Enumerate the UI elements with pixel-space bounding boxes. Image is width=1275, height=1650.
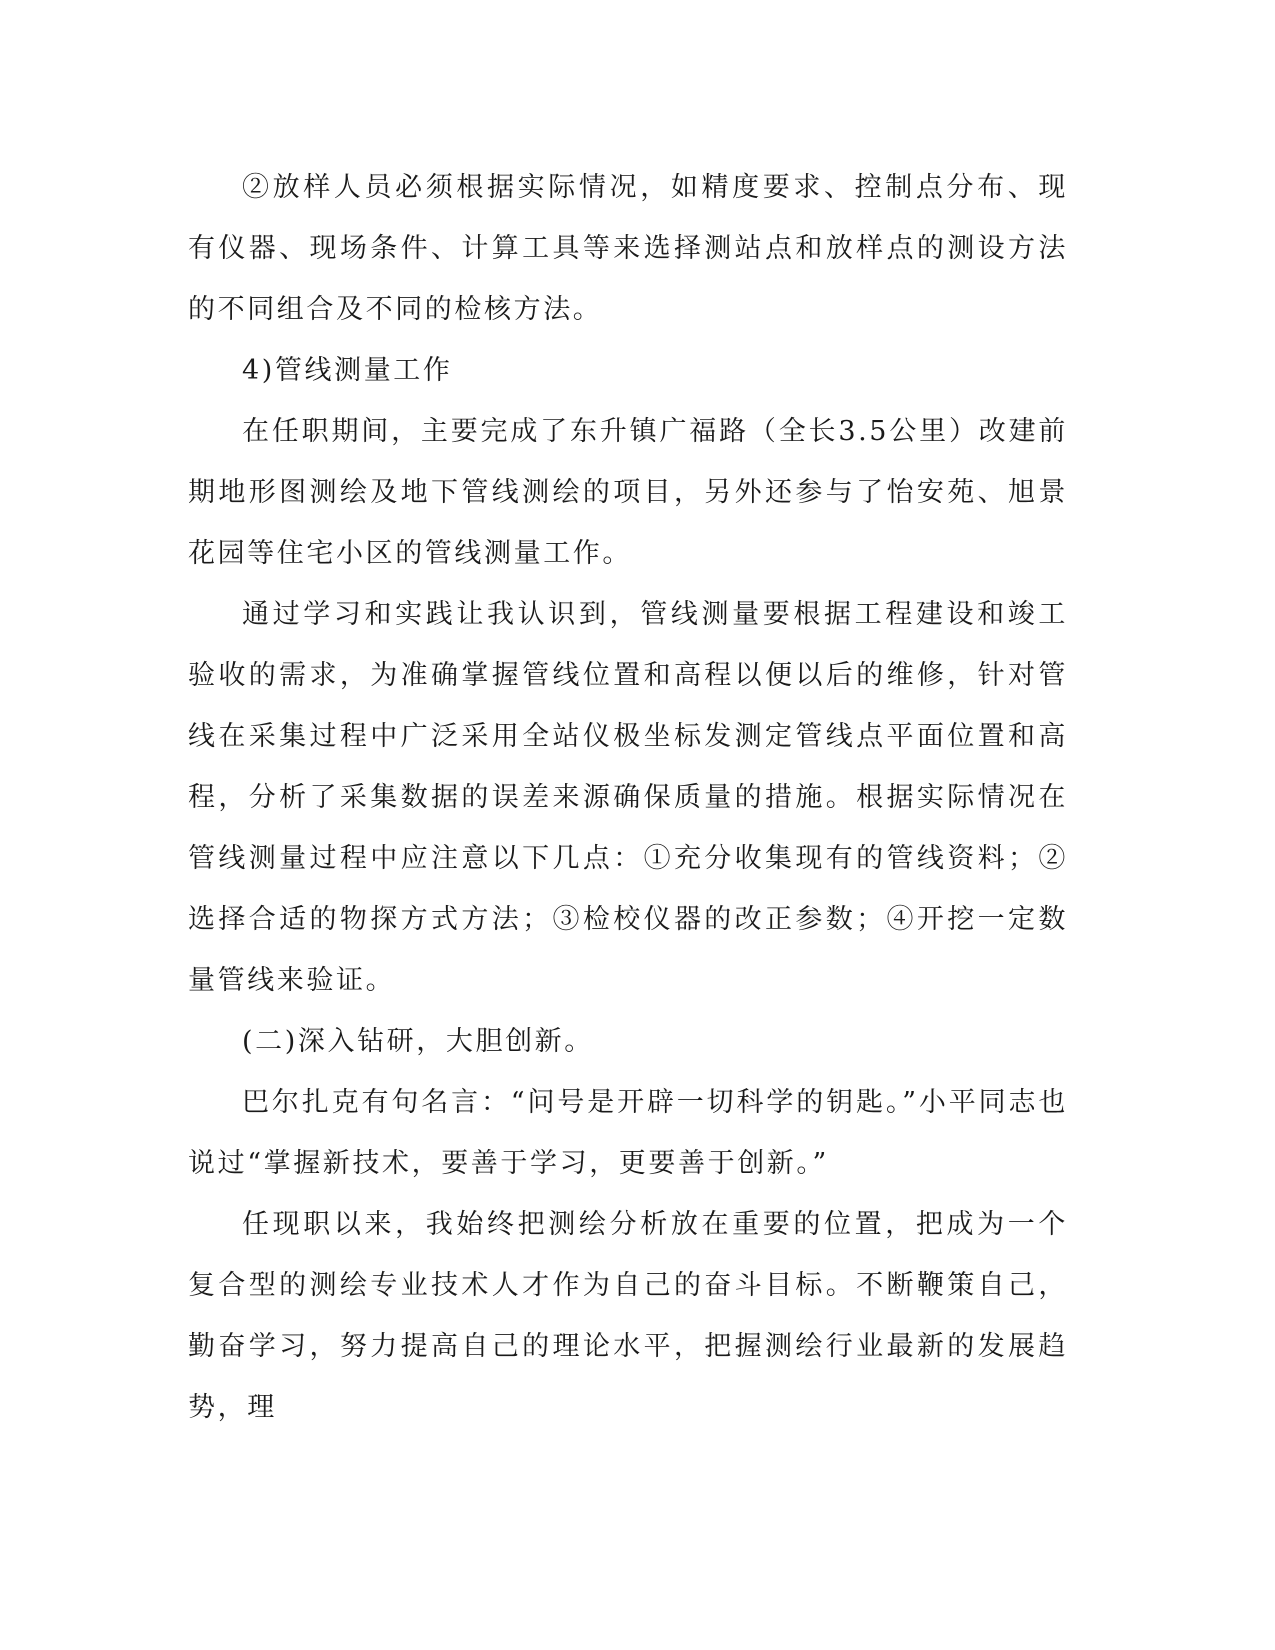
paragraph-projects: 在任职期间，主要完成了东升镇广福路（全长3.5公里）改建前期地形图测绘及地下管线测绘的项目，另外还参与了怡安苑、旭景花园等住宅小区的管线测量工作。: [188, 416, 1068, 569]
paragraph-career-goals: 任现职以来，我始终把测绘分析放在重要的位置，把成为一个复合型的测绘专业技术人才作为自己的奋斗目标。不断鞭策自己，勤奋学习，努力提高自己的理论水平，把握测绘行业最新的发展趋势，理: [188, 1209, 1068, 1423]
paragraph-pipeline-lessons: 通过学习和实践让我认识到，管线测量要根据工程建设和竣工验收的需求，为准确掌握管线位置和高程以便以后的维修，针对管线在采集过程中广泛采用全站仪极坐标发测定管线点平面位置和高程，分析了采集数据的误差来源确保质量的措施。根据实际情况在管线测量过程中应注意以下几点：①充分收集现有的管线资料；②选择合适的物探方式方法；③检校仪器的改正参数；④开挖一定数量管线来验证。: [188, 599, 1068, 996]
section-heading-pipeline-survey: 4)管线测量工作: [242, 355, 453, 386]
paragraph-quotes: 巴尔扎克有句名言：“问号是开辟一切科学的钥匙。”小平同志也说过“掌握新技术，要善于学习，更要善于创新。”: [188, 1087, 1068, 1179]
section-heading-innovation: (二)深入钻研，大胆创新。: [242, 1026, 594, 1057]
paragraph-staking-method: ②放样人员必须根据实际情况，如精度要求、控制点分布、现有仪器、现场条件、计算工具等来选择测站点和放样点的测设方法的不同组合及不同的检核方法。: [188, 172, 1068, 325]
document-body: [188, 157, 1068, 1438]
